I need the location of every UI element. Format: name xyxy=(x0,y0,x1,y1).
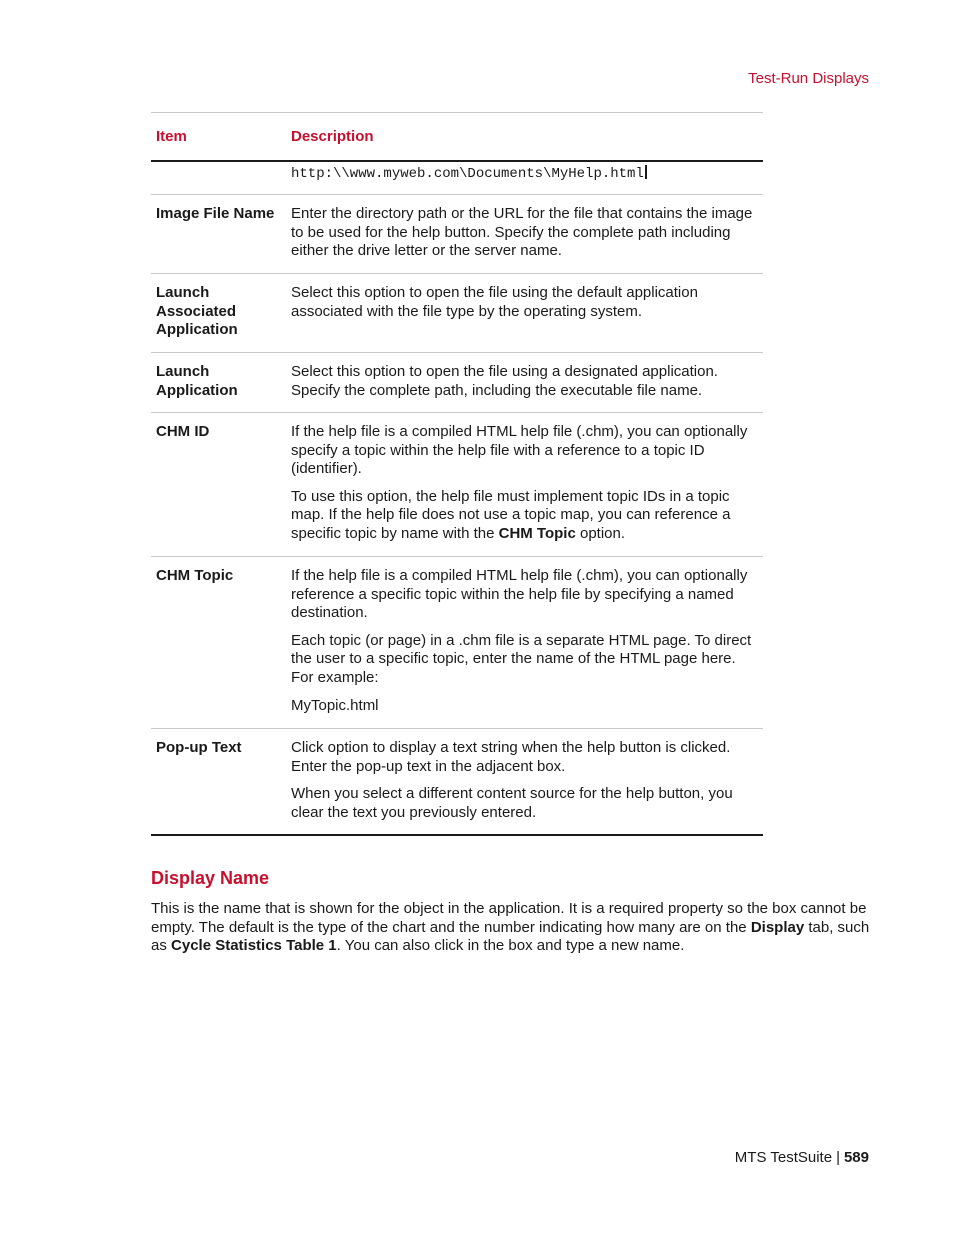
item-launch-associated-application: Launch Associated Application xyxy=(156,284,238,339)
footer-separator: | xyxy=(836,1149,840,1166)
table-row xyxy=(151,274,763,353)
default-name-example: Cycle Statistics Table 1 xyxy=(171,937,337,955)
body-paragraph: This is the name that is shown for the object in the application. It is a required property so the box cannot be empty. The default is the type of the chart and the number indicating how many are on the Display tab, such as Cycle Statistics Table 1. You can also click in the box and type a new name. xyxy=(151,900,870,955)
text-cursor xyxy=(645,165,647,179)
column-header-item: Item xyxy=(156,128,187,145)
property-table xyxy=(151,112,763,836)
item-chm-id: CHM ID xyxy=(156,423,210,440)
description-text: Select this option to open the file using a designated application. Specify the complete path, including the executable file name. xyxy=(291,363,718,399)
item-pop-up-text: Pop-up Text xyxy=(156,739,242,756)
description-text: If the help file is a compiled HTML help file (.chm), you can optionally specify a topic within the help file with a reference to a topic ID (identifier). xyxy=(291,423,748,478)
description-text: Each topic (or page) in a .chm file is a separate HTML page. To direct the user to a specific topic, enter the name of the HTML page here. For example: xyxy=(291,631,752,686)
item-chm-topic: CHM Topic xyxy=(156,567,234,584)
table-header-row xyxy=(151,113,763,162)
page-number: 589 xyxy=(843,1149,869,1166)
example-filename: MyTopic.html xyxy=(291,696,379,714)
table-row xyxy=(151,162,763,195)
description-text: If the help file is a compiled HTML help file (.chm), you can optionally reference a specific topic within the help file by specifying a named destination. xyxy=(291,567,748,622)
chm-topic-reference: CHM Topic xyxy=(498,524,576,542)
table-row xyxy=(151,195,763,274)
table-row xyxy=(151,353,763,413)
description-text: Enter the directory path or the URL for the file that contains the image to be used for the help button. Specify the complete path including either the drive letter or the server name. xyxy=(291,205,753,260)
display-tab-reference: Display xyxy=(750,918,805,936)
description-text: When you select a different content source for the help button, you clear the text you previously entered. xyxy=(291,785,733,821)
item-launch-application: Launch Application xyxy=(156,363,238,399)
column-header-description: Description xyxy=(291,128,374,145)
table-row xyxy=(151,729,763,836)
description-text: Select this option to open the file using the default application associated with the file type by the operating system. xyxy=(291,284,698,320)
url-example: http:\\www.myweb.com\Documents\MyHelp.html xyxy=(291,166,644,182)
table-row xyxy=(151,413,763,557)
running-header: Test-Run Displays xyxy=(748,70,869,87)
section-heading: Display Name xyxy=(151,868,270,888)
table-row xyxy=(151,557,763,729)
page-footer xyxy=(735,1149,869,1166)
description-text: Click option to display a text string when the help button is clicked. Enter the pop-up text in the adjacent box. xyxy=(291,739,731,775)
description-text: To use this option, the help file must implement topic IDs in a topic map. If the help file does not use a topic map, you can reference a specific topic by name with the CHM Topic option. xyxy=(291,487,731,542)
item-image-file-name: Image File Name xyxy=(156,205,275,222)
footer-product: MTS TestSuite xyxy=(734,1149,833,1166)
